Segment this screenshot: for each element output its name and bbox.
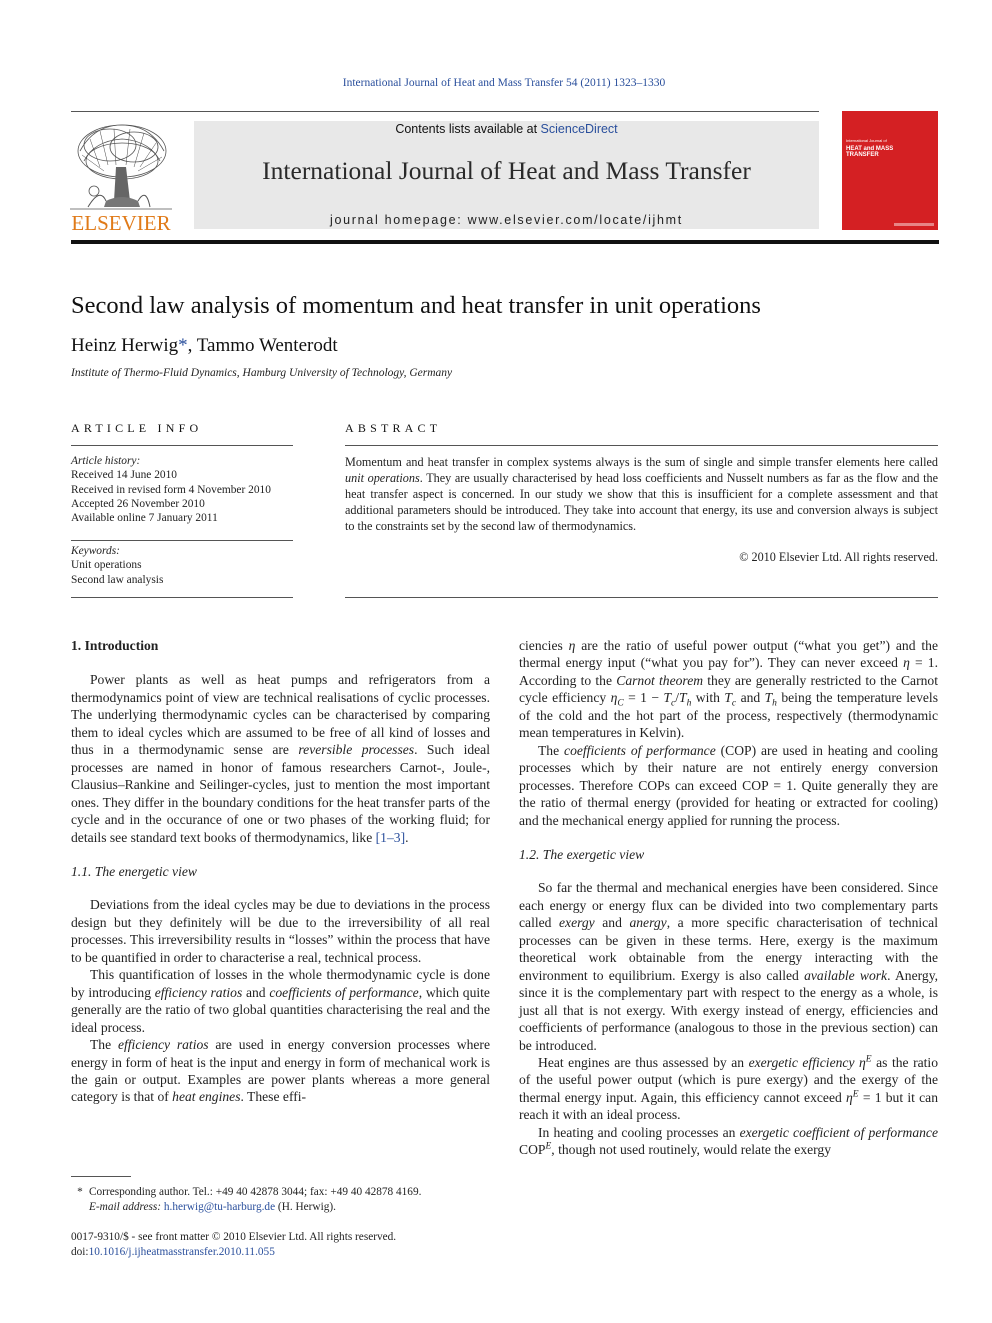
header-thick-rule (71, 240, 939, 244)
math-symbol: T (679, 690, 687, 706)
article-info-rule (71, 597, 293, 598)
abstract-part: . They are usually characterised by head loss coefficients and Nusselt numbers as far as the flow and the heat transfer aspect is concerned. In our study we show that this is insufficient for a complete assessment and that additional parameters should be introduced. They take into account that energy, its use and conversion always is subject to the constraints set by the second law of thermodynamics. (345, 471, 938, 533)
section-heading-introduction: 1. Introduction (71, 638, 159, 653)
math-symbol: η (859, 1054, 866, 1070)
article-info-rule (71, 540, 293, 541)
footnote-corresponding (71, 1185, 501, 1200)
text-run: . Such ideal processes are named in honor of famous researchers Carnot-, Joule-, Clausius–Rankine and Seilinger-cycles, just to mention the most important ones. They differ in the boundary conditions for the heat transfer parts of the cycle and in the occurance of one or two phases of the working fluid; for details see standard text books of thermodynamics, like (71, 742, 490, 845)
author-list (71, 335, 338, 357)
paragraph (71, 966, 490, 1036)
math-superscript: E (865, 1054, 872, 1065)
doi-label: doi: (71, 1245, 89, 1258)
text-italic: efficiency ratios (154, 984, 243, 1000)
math-subscript: h (686, 699, 692, 710)
math-symbol: η (903, 655, 910, 671)
text-run: ciencies (519, 638, 569, 653)
issn-line: 0017-9310/$ - see front matter © 2010 Elsevier Ltd. All rights reserved. (71, 1231, 397, 1243)
email-link[interactable]: h.herwig@tu-harburg.de (163, 1201, 276, 1213)
history-online: Available online 7 January 2011 (71, 512, 218, 525)
math-symbol: η (568, 638, 576, 653)
email-label: E-mail address: (89, 1201, 162, 1213)
text-italic: heat engines (172, 1089, 241, 1105)
text-run: Power plants as well as heat pumps and refrigerators from a thermodynamics point of view are technical realisations of cyclic processes. The underlying thermodynamic cycles can be characterised by comparing them to ideal cycles which are assumed to be free of all kind of losses and thus in a thermodynamic sense are (71, 672, 490, 758)
text-italic: Carnot theorem (616, 672, 704, 688)
text-run: , which quite generally are the ratio of two global quantities characterising the real and the ideal process. (71, 984, 490, 1035)
text-run: they are generally restricted to the Carnot cycle efficiency (519, 672, 938, 706)
text-italic: reversible processes (298, 742, 415, 758)
article-info-heading: ARTICLE INFO (71, 421, 203, 435)
text-run: The (538, 742, 565, 758)
text-run: . Anergy, since it is the complementary part with respect to the energy as a whole, is just all that is not exergy. With exergy instead of energy, efficiencies and coefficients of performance (analogous to those in the previous section) can be introduced. (519, 967, 939, 1053)
text-italic: available work (804, 967, 888, 983)
text-run: In heating and cooling processes an (538, 1124, 740, 1140)
math-symbol: T (724, 690, 732, 706)
contents-prefix: Contents lists available at (395, 122, 541, 136)
text-italic: exergetic coefficient of performance (739, 1124, 938, 1140)
header-rule (71, 111, 819, 112)
keyword-item: Second law analysis (71, 573, 164, 586)
doi-link[interactable]: 10.1016/j.ijheatmasstransfer.2010.11.055 (88, 1245, 275, 1258)
affiliation: Institute of Thermo-Fluid Dynamics, Hamburg University of Technology, Germany (71, 367, 453, 379)
math-subscript: c (671, 699, 676, 710)
text-italic: efficiency ratios (117, 1037, 209, 1053)
text-run: = 1. According to the (519, 655, 938, 688)
text-run: and (594, 915, 630, 931)
math-symbol: η (846, 1089, 853, 1105)
journal-cover[interactable] (842, 111, 938, 230)
cover-small-text: International Journal of (846, 138, 887, 143)
journal-citation[interactable]: International Journal of Heat and Mass Transfer 54 (2011) 1323–1330 (342, 77, 666, 89)
paragraph (519, 742, 938, 829)
journal-homepage (194, 213, 819, 227)
footnote-rule (71, 1176, 131, 1177)
article-title: Second law analysis of momentum and heat transfer in unit operations (71, 292, 761, 319)
text-run: with (691, 690, 725, 706)
math-subscript: C (617, 699, 624, 710)
math-superscript: E (852, 1089, 859, 1100)
text-run: (COP) are used in heating and cooling processes which by their nature are not entirely energy conversion processes. Therefore COPs can exceed COP = 1. Quite generally they are the ratio of thermal energy (provided for heating or extracted for cooling) and the mechanical energy applied for running the process. (519, 742, 938, 828)
text-run: and (242, 984, 270, 1000)
math-subscript: h (772, 699, 777, 710)
elsevier-wordmark: ELSEVIER (71, 211, 171, 233)
paragraph (519, 1054, 938, 1124)
math-superscript: E (545, 1141, 552, 1152)
text-italic: anergy (629, 915, 667, 931)
text-run: . These effi- (240, 1089, 307, 1105)
math-symbol: η (610, 690, 618, 706)
homepage-prefix: journal homepage: (330, 213, 468, 227)
contents-line (194, 122, 819, 136)
text-run: and (736, 690, 765, 706)
text-italic: exergy (559, 915, 595, 931)
copyright: © 2010 Elsevier Ltd. All rights reserved. (739, 550, 938, 564)
homepage-link[interactable]: www.elsevier.com/locate/ijhmt (467, 213, 683, 227)
paragraph (519, 879, 938, 1054)
email-suffix: (H. Herwig). (275, 1201, 336, 1213)
abstract-text (345, 454, 938, 534)
cover-decoration (894, 223, 934, 226)
text-run: being the temperature levels of the cold and the hot part of the process, respectively (thermodynamic mean temperatures in Kelvin). (519, 690, 938, 741)
text-run: COP (519, 1142, 546, 1158)
journal-title[interactable]: International Journal of Heat and Mass Transfer (262, 156, 751, 185)
history-accepted: Accepted 26 November 2010 (71, 497, 205, 510)
history-revised: Received in revised form 4 November 2010 (71, 483, 271, 496)
paragraph (71, 671, 490, 846)
history-received: Received 14 June 2010 (71, 469, 177, 482)
text-italic: coefficients of performance (269, 984, 419, 1000)
publication-meta (71, 1230, 501, 1259)
paragraph (71, 1036, 490, 1106)
math-subscript: c (731, 699, 737, 710)
abstract-rule (345, 597, 938, 598)
text-run: , a more specific characterisation of technical processes can be given in these terms. Here, exergy is the maximum theoretical work obtainable from the energy interacting with the environment to equilibrium. Exergy is also called (519, 915, 938, 983)
subsection-heading-exergetic: 1.2. The exergetic view (519, 846, 645, 862)
text-run: So far the thermal and mechanical energies have been considered. Since each energy or energy flux can be divided into two complementary parts called (519, 880, 938, 931)
corresponding-footnote (71, 1185, 501, 1215)
text-run: . (405, 829, 409, 845)
abstract-heading: ABSTRACT (345, 421, 442, 435)
keyword-item: Unit operations (71, 559, 142, 572)
text-run: are the ratio of useful power output (“what you get”) and the thermal energy input (“what you pay for”). They can never exceed (519, 638, 938, 671)
article-history (71, 454, 301, 525)
paragraph (519, 637, 938, 742)
author-wenterodt[interactable]: , Tammo Wenterodt (187, 335, 338, 356)
doi-line (71, 1245, 501, 1260)
author-herwig[interactable]: Heinz Herwig (71, 335, 179, 356)
history-label: Article history: (71, 455, 141, 467)
article-info-rule (71, 445, 293, 446)
elsevier-tree-icon (70, 121, 172, 233)
paragraph (519, 1124, 938, 1159)
abstract-italic: unit operations (345, 471, 420, 485)
body-left-column (71, 637, 490, 1106)
paragraph: Deviations from the ideal cycles may be due to deviations in the process design but they definitely will be due to the irreversibility of all real processes. This irreversibility results in “losses” within the process that have to be quantified in order to characterise a real, technical process. (71, 897, 490, 965)
subsection-heading-energetic: 1.1. The energetic view (71, 863, 197, 879)
text-run: The (90, 1037, 118, 1053)
body-right-column (519, 637, 938, 1159)
corresponding-author-mark[interactable]: * (178, 335, 188, 356)
math-operator: / (675, 690, 680, 706)
abstract-rule (345, 445, 938, 446)
cover-title-line2: TRANSFER (846, 152, 879, 158)
reference-link[interactable]: [1–3] (375, 829, 406, 845)
text-run: Heat engines are thus assessed by an (538, 1054, 749, 1070)
footnote-email-line (71, 1200, 501, 1215)
footnote-text: Corresponding author. Tel.: +49 40 42878 3044; fax: +49 40 42878 4169. (89, 1186, 422, 1198)
keywords-label: Keywords: (71, 545, 120, 557)
sciencedirect-link[interactable]: ScienceDirect (540, 122, 618, 136)
text-italic: exergetic efficiency (748, 1054, 855, 1070)
text-run: = 1 but it can reach it with an ideal process. (519, 1089, 938, 1123)
cover-title-line1: HEAT and MASS (846, 146, 894, 152)
text-run: , though not used routinely, would relate the exergy (551, 1142, 832, 1158)
math-symbol: T (764, 690, 773, 706)
abstract-part: Momentum and heat transfer in complex systems always is the sum of single and simple transfer elements here called (345, 455, 938, 469)
text-run: are used in energy conversion processes where energy in form of heat is the input and energy in form of mechanical work is the gain or output. Examples are power plants whereas a more general category is that of (71, 1037, 490, 1105)
text-italic: coefficients of performance (564, 742, 716, 758)
math-symbol: T (663, 690, 672, 706)
text-run: as the ratio of the useful power output (which is pure exergy) and the exergy of the thermal energy input. Again, this efficiency cannot exceed (519, 1054, 938, 1105)
elsevier-logo[interactable] (70, 121, 172, 233)
text-run: This quantification of losses in the whole thermodynamic cycle is done by introducing (71, 967, 490, 1000)
footnote-mark: * (77, 1186, 83, 1198)
text-run: = 1 − (623, 690, 664, 706)
keywords (71, 544, 301, 587)
cover-text (846, 138, 926, 158)
